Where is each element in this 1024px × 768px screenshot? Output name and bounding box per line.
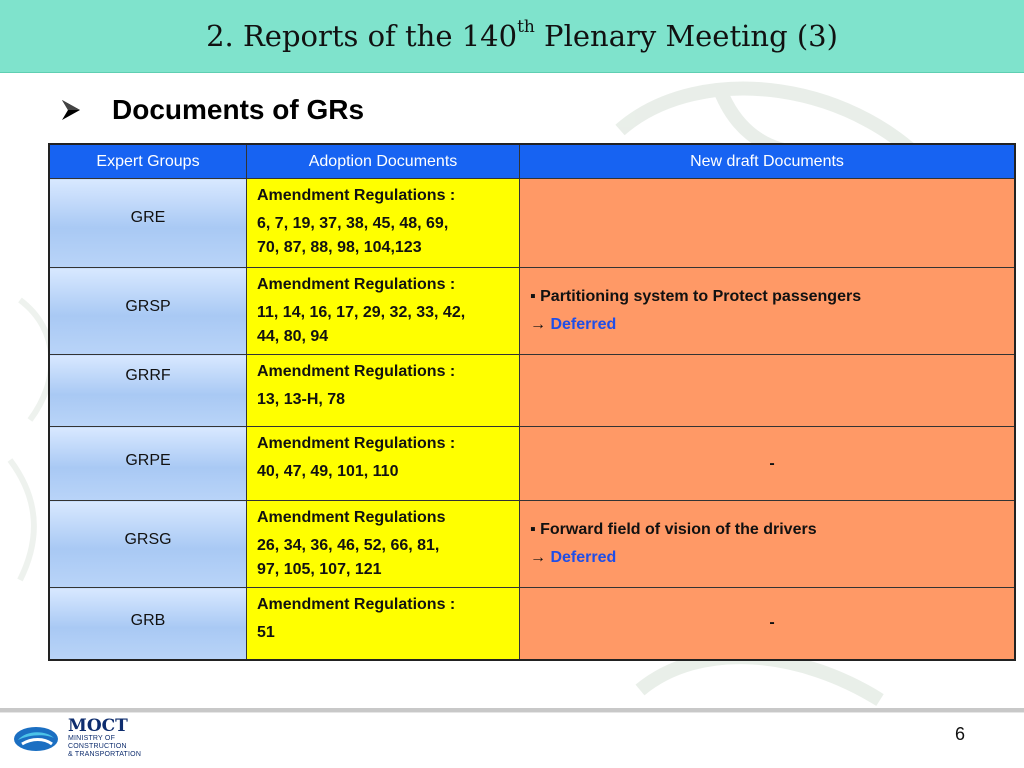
status-deferred: Deferred: [550, 316, 617, 333]
numbers-line: 70, 87, 88, 98, 104,123: [257, 239, 422, 256]
group-name: GRPE: [125, 452, 171, 469]
adoption-cell: [247, 588, 520, 660]
adoption-header: Amendment Regulations :: [257, 363, 456, 380]
adoption-cell: [247, 427, 520, 501]
header-adoption-documents: Adoption Documents: [247, 144, 520, 179]
slide-title: [206, 19, 838, 53]
section-heading: [60, 94, 364, 126]
adoption-header: Amendment Regulations :: [257, 187, 456, 204]
title-rest: Plenary Meeting (3): [534, 19, 838, 53]
group-cell: [49, 588, 247, 660]
status-deferred: Deferred: [550, 549, 617, 566]
adoption-numbers: [257, 212, 513, 260]
heading-text: Documents of GRs: [112, 94, 365, 125]
status-arrow: →: [530, 549, 551, 566]
title-superscript: th: [517, 17, 535, 38]
status-arrow: →: [530, 316, 551, 333]
header-new-draft-documents: New draft Documents: [520, 144, 1016, 179]
numbers-line: 6, 7, 19, 37, 38, 45, 48, 69,: [257, 215, 449, 232]
adoption-numbers: [257, 388, 513, 412]
group-cell: [49, 355, 247, 427]
group-name: GRSP: [125, 298, 171, 315]
numbers-line: 26, 34, 36, 46, 52, 66, 81,: [257, 537, 440, 554]
group-name: GRE: [130, 209, 166, 226]
new-draft-item: ▪ Forward field of vision of the drivers: [530, 521, 817, 538]
new-draft-cell: [520, 588, 1016, 660]
documents-table: [48, 143, 1016, 661]
group-cell: [49, 501, 247, 588]
title-main: 2. Reports of the 140: [206, 19, 518, 53]
table-row: [49, 427, 1015, 501]
footer-divider: [0, 708, 1024, 713]
adoption-numbers: [257, 534, 513, 582]
logo-subtitle: MINISTRY OF: [68, 735, 116, 742]
adoption-header: Amendment Regulations :: [257, 435, 456, 452]
group-cell: [49, 179, 247, 268]
adoption-header: Amendment Regulations: [257, 509, 446, 526]
adoption-header: Amendment Regulations :: [257, 596, 456, 613]
new-draft-cell: [520, 179, 1016, 268]
empty-dash: -: [769, 454, 775, 472]
group-name: GRRF: [125, 367, 171, 384]
table-row: [49, 179, 1015, 268]
numbers-line: 13, 13-H, 78: [257, 391, 346, 408]
empty-dash: -: [769, 614, 775, 632]
numbers-line: 40, 47, 49, 101, 110: [257, 463, 399, 480]
new-draft-cell: [520, 268, 1016, 355]
arrow-bullet-icon: [60, 98, 82, 122]
logo-subtitle: & TRANSPORTATION: [68, 751, 142, 758]
header-expert-groups: Expert Groups: [49, 144, 247, 179]
adoption-header: Amendment Regulations :: [257, 276, 456, 293]
new-draft-item: ▪ Partitioning system to Protect passengers: [530, 288, 862, 305]
new-draft-cell: [520, 501, 1016, 588]
group-name: GRB: [130, 612, 166, 629]
group-name: GRSG: [124, 531, 172, 548]
adoption-cell: [247, 268, 520, 355]
new-draft-cell: [520, 427, 1016, 501]
adoption-numbers: [257, 621, 513, 645]
new-draft-status: [530, 311, 1014, 339]
adoption-numbers: [257, 460, 513, 484]
moct-logo: [12, 718, 141, 759]
numbers-line: 11, 14, 16, 17, 29, 32, 33, 42,: [257, 304, 466, 321]
numbers-line: 97, 105, 107, 121: [257, 561, 382, 578]
logo-name: MOCT: [68, 716, 128, 736]
group-cell: [49, 268, 247, 355]
new-draft-status: [530, 544, 1014, 572]
table-row: [49, 588, 1015, 660]
table-row: [49, 268, 1015, 355]
adoption-cell: [247, 355, 520, 427]
numbers-line: 44, 80, 94: [257, 328, 329, 345]
new-draft-cell: [520, 355, 1016, 427]
group-cell: [49, 427, 247, 501]
table-row: [49, 501, 1015, 588]
numbers-line: 51: [257, 624, 275, 641]
page-number: 6: [955, 724, 966, 744]
table-row: [49, 355, 1015, 427]
title-bar: [0, 0, 1024, 73]
adoption-numbers: [257, 301, 513, 349]
adoption-cell: [247, 501, 520, 588]
moct-emblem-icon: [12, 724, 60, 754]
adoption-cell: [247, 179, 520, 268]
logo-subtitle: CONSTRUCTION: [68, 743, 127, 750]
table-header-row: [49, 144, 1015, 179]
